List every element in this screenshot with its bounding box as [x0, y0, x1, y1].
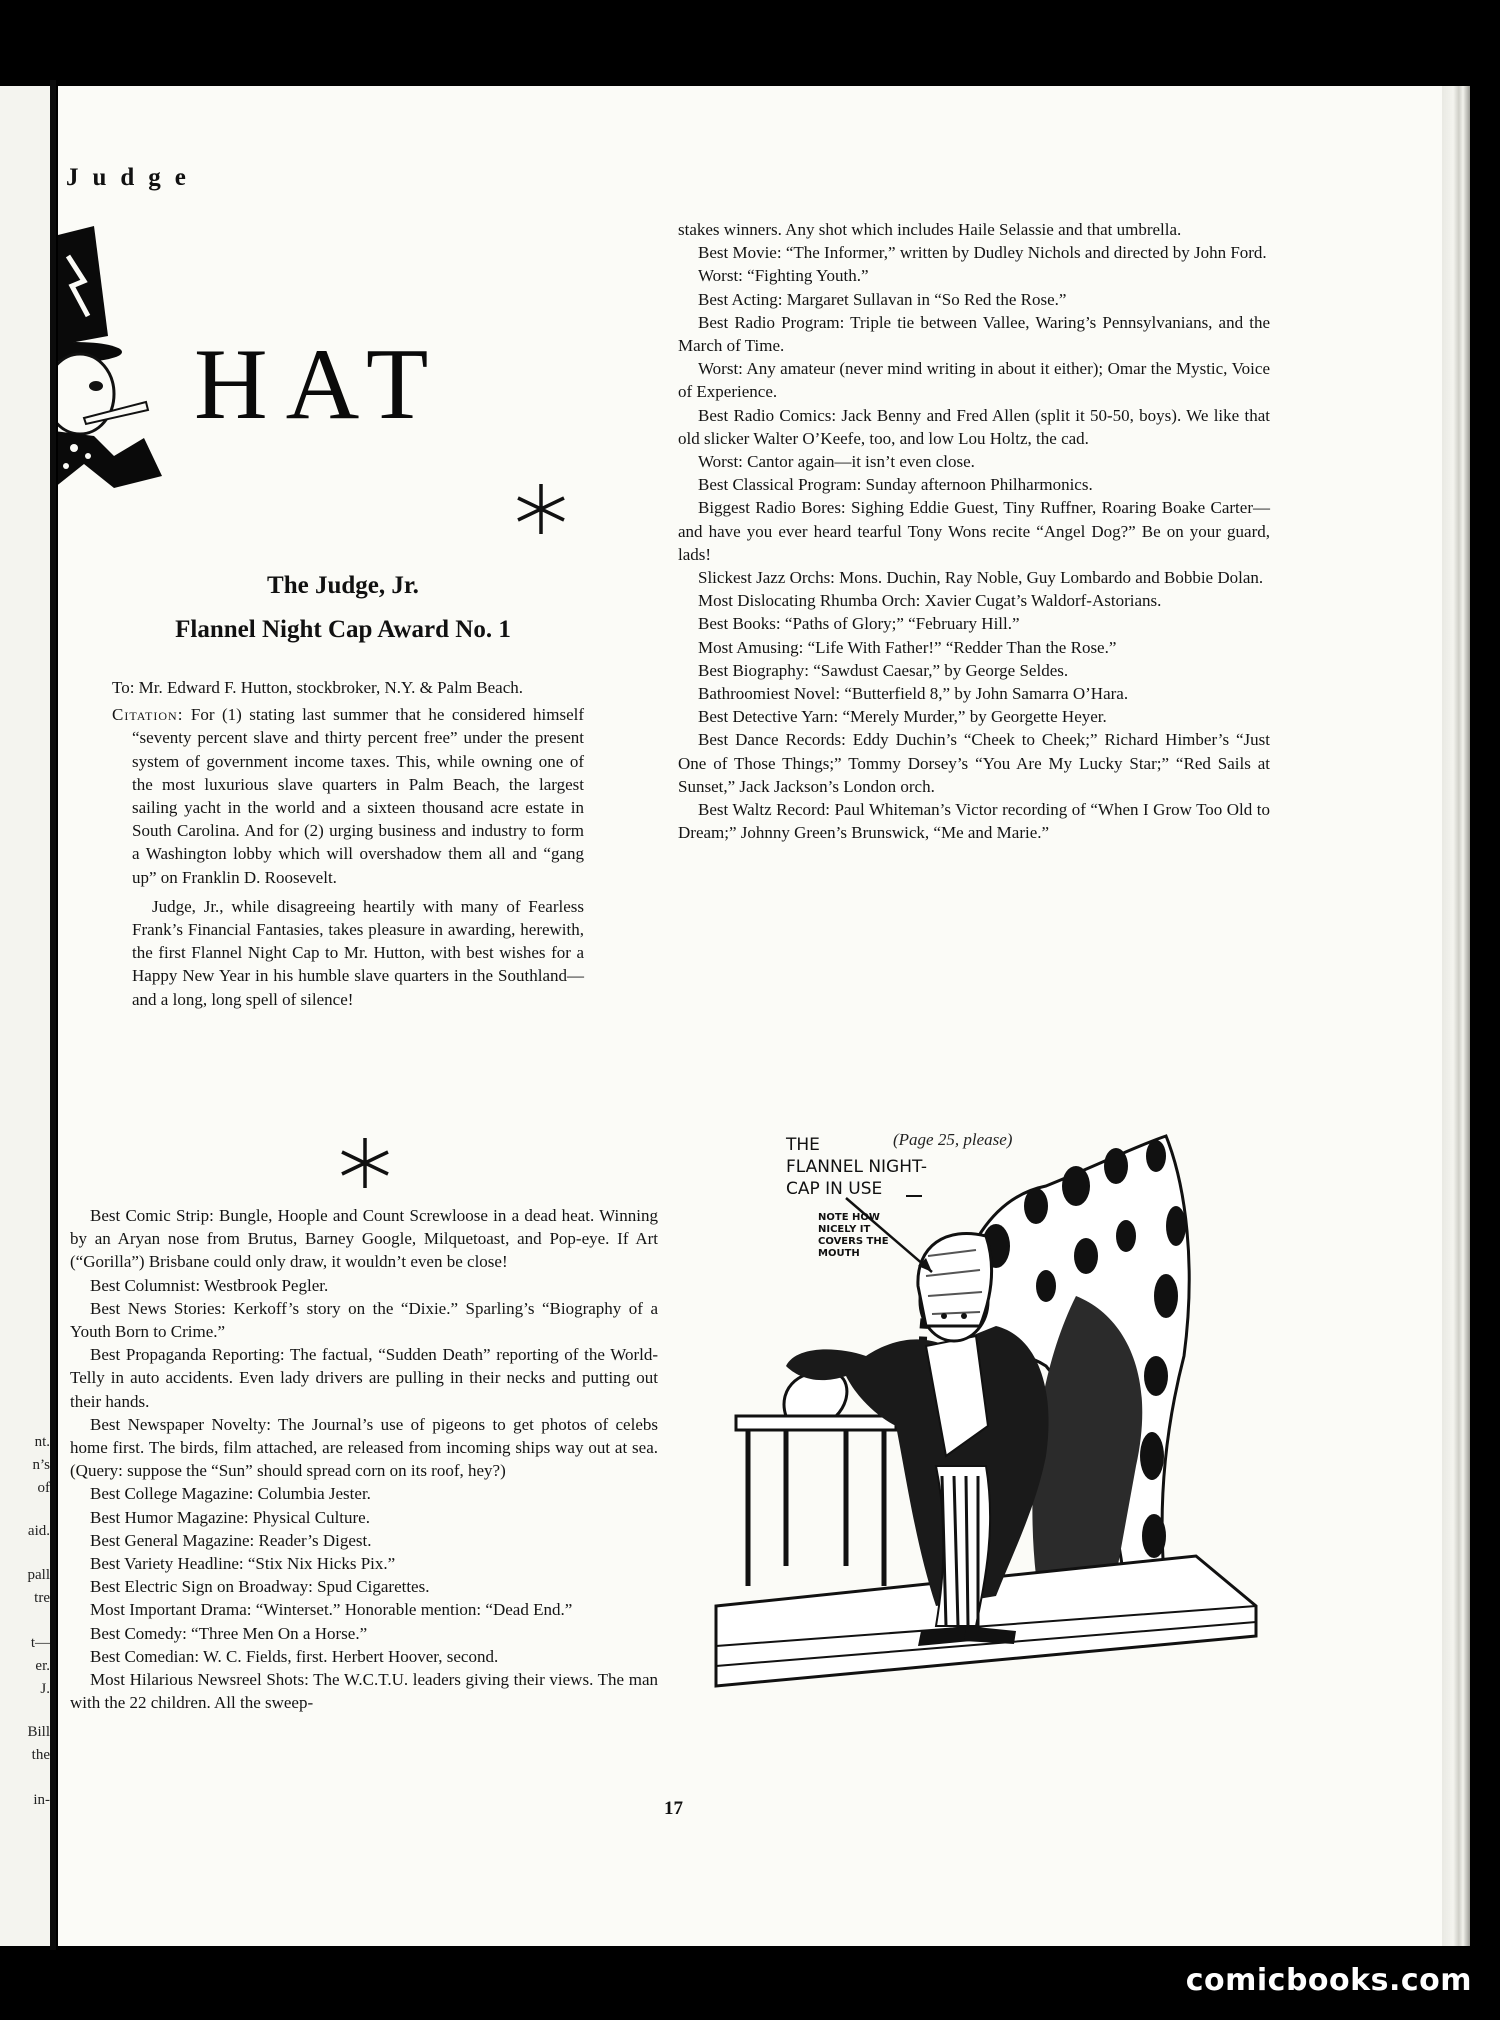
- list-item: Best Propaganda Reporting: The factual, “Sudden Death” reporting of the World-Telly in auto accidents. Even lady drivers are pulling in their necks and putting out their hands.: [70, 1345, 658, 1411]
- list-item: Biggest Radio Bores: Sighing Eddie Guest, Tiny Ruffner, Roaring Boake Carter—and have you ever heard tearful Tony Wons recite “Angel Dog?” Be on your guard, lads!: [678, 498, 1270, 564]
- list-item: Best Radio Comics: Jack Benny and Fred Allen (split it 50-50, boys). We like that old slicker Walter O’Keefe, too, and low Lou Holtz, the cad.: [678, 405, 1270, 448]
- list-item: Best Variety Headline: “Stix Nix Hicks Pix.”: [90, 1554, 396, 1574]
- list-item: Best Dance Records: Eddy Duchin’s “Cheek to Cheek;” Richard Himber’s “Just One of Those Things;” Tommy Dorsey’s “You Are My Lucky Star;” “Red Sails at Sunset,” Jack Jackson’s London orch.: [678, 730, 1270, 796]
- sliver-text-line: the: [31, 1747, 50, 1763]
- list-item: Worst: “Fighting Youth.”: [698, 266, 869, 286]
- cartoon-note: NICELY IT: [818, 1224, 871, 1235]
- list-item: Best Electric Sign on Broadway: Spud Cigarettes.: [90, 1577, 430, 1597]
- cartoon-note: COVERS THE: [818, 1236, 889, 1247]
- list-item: Best Acting: Margaret Sullavan in “So Red the Rose.”: [698, 289, 1067, 309]
- to-text: Mr. Edward F. Hutton, stockbroker, N.Y. & Palm Beach.: [134, 678, 524, 697]
- list-item: Worst: Cantor again—it isn’t even close.: [698, 452, 975, 472]
- running-head: Judge: [66, 164, 200, 191]
- list-item: Slickest Jazz Orchs: Mons. Duchin, Ray Noble, Guy Lombardo and Bobbie Dolan.: [698, 568, 1264, 588]
- to-label: To:: [112, 678, 135, 697]
- top-hat-caricature-illustration: [58, 226, 174, 496]
- magazine-page: [58, 86, 1460, 1946]
- sliver-text-line: Bill: [27, 1724, 50, 1740]
- sliver-text-line: pall: [27, 1567, 50, 1583]
- award-citation: [112, 703, 584, 889]
- list-item: Best Radio Program: Triple tie between Vallee, Waring’s Pennsylvanians, and the March of Time.: [678, 312, 1270, 356]
- list-item: Best Columnist: Westbrook Pegler.: [90, 1275, 329, 1295]
- asterisk-ornament-icon: [512, 480, 570, 538]
- list-item: Best News Stories: Kerkoff’s story on the “Dixie.” Sparling’s “Biography of a Youth Born to Crime.”: [70, 1298, 658, 1342]
- list-item: Best Detective Yarn: “Merely Murder,” by Georgette Heyer.: [698, 707, 1107, 727]
- list-item: Best Newspaper Novelty: The Journal’s use of pigeons to get photos of celebs home first. The birds, film attached, are released from incoming ships way out at sea. (Query: suppose the “Sun” should spread corn on its roof, hey?): [70, 1414, 658, 1481]
- list-item: Most Dislocating Rhumba Orch: Xavier Cugat’s Waldorf-Astorians.: [698, 591, 1162, 611]
- continued-reference: (Page 25, please): [893, 1130, 1013, 1149]
- sliver-text-line: of: [37, 1480, 50, 1496]
- award-title-line-1: The Judge, Jr.: [267, 572, 419, 599]
- list-item: Bathroomiest Novel: “Butterfield 8,” by John Samarra O’Hara.: [698, 684, 1129, 704]
- list-item: Best Comic Strip: Bungle, Hoople and Count Screwloose in a dead heat. Winning by an Aryan nose from Brutus, Barney Google, Milquetoast, and Pop-eye. If Art (“Gorilla”) Brisbane could only draw, it wouldn’t even be close!: [70, 1206, 658, 1272]
- list-item: Most Important Drama: “Winterset.” Honorable mention: “Dead End.”: [90, 1600, 573, 1620]
- sliver-text-line: er.: [35, 1658, 50, 1674]
- cartoon-caption: CAP IN USE: [786, 1179, 883, 1199]
- list-item: Worst: Any amateur (never mind writing in about it either); Omar the Mystic, Voice of Experience.: [678, 359, 1270, 402]
- cartoon-caption: FLANNEL NIGHT-: [786, 1157, 927, 1177]
- list-item: Best College Magazine: Columbia Jester.: [90, 1484, 371, 1504]
- list-item: Best Books: “Paths of Glory;” “February Hill.”: [698, 614, 1020, 634]
- site-watermark: comicbooks.com: [1185, 1963, 1472, 1998]
- list-item: Most Hilarious Newsreel Shots: The W.C.T.U. leaders giving their views. The man with the 22 children. All the sweep-: [70, 1670, 658, 1713]
- article-title: HAT: [194, 328, 447, 441]
- binding-gutter: [50, 80, 56, 1950]
- sliver-text-line: nt.: [34, 1434, 50, 1450]
- sliver-text-line: J.: [40, 1681, 50, 1697]
- list-item: Best General Magazine: Reader’s Digest.: [90, 1530, 372, 1550]
- sliver-text-line: n’s: [32, 1457, 50, 1473]
- award-recipient: [112, 676, 584, 699]
- sliver-text-line: aid.: [27, 1523, 50, 1539]
- citation-text: For (1) stating last summer that he considered himself “seventy percent slave and thirty percent free” under the present system of government income taxes. This, while owning one of the most luxurious slave quarters in Palm Beach, the largest sailing yacht in the world and a sixteen thousand acre estate in South Carolina. And for (2) urging business and industry to form a Washington lobby which will overshadow them all and “gang up” on Franklin D. Roosevelt.: [132, 705, 584, 887]
- flannel-night-cap-cartoon: [696, 1126, 1336, 1766]
- cartoon-caption: THE: [786, 1135, 820, 1155]
- list-item: Best Movie: “The Informer,” written by Dudley Nichols and directed by John Ford.: [698, 243, 1267, 263]
- page-edges: [1442, 86, 1470, 1946]
- sliver-text-line: tre: [34, 1590, 50, 1606]
- list-item: Most Amusing: “Life With Father!” “Redder Than the Rose.”: [698, 637, 1117, 657]
- list-item: Best Comedian: W. C. Fields, first. Herbert Hoover, second.: [90, 1646, 499, 1666]
- list-item: stakes winners. Any shot which includes Haile Selassie and that umbrella.: [678, 220, 1182, 239]
- list-item: Best Waltz Record: Paul Whiteman’s Victor recording of “When I Grow Too Old to Dream;” Johnny Green’s Brunswick, “Me and Marie.”: [678, 800, 1270, 843]
- award-title-line-2: Flannel Night Cap Award No. 1: [175, 616, 511, 643]
- list-item: Best Humor Magazine: Physical Culture.: [90, 1507, 370, 1527]
- sliver-text-line: t—: [30, 1635, 50, 1651]
- cartoon-note: NOTE HOW: [818, 1212, 880, 1223]
- list-item: Best Classical Program: Sunday afternoon Philharmonics.: [698, 475, 1093, 495]
- citation-label: Citation:: [112, 705, 184, 725]
- sliver-text-line: in-: [33, 1792, 50, 1808]
- list-item: Best Biography: “Sawdust Caesar,” by George Seldes.: [698, 660, 1069, 680]
- best-of-list-left: [70, 1204, 658, 1714]
- asterisk-ornament-icon: [336, 1134, 394, 1192]
- award-citation-column: [112, 676, 584, 1011]
- award-closing: Judge, Jr., while disagreeing heartily with many of Fearless Frank’s Financial Fantasies, takes pleasure in awarding, herewith, the first Flannel Night Cap to Mr. Hutton, with best wishes for a Happy New Year in his humble slave quarters in the Southland—and a long, long spell of silence!: [132, 896, 584, 1009]
- page-number: 17: [664, 1798, 683, 1819]
- list-item: Best Comedy: “Three Men On a Horse.”: [90, 1623, 368, 1643]
- previous-page-sliver: [0, 86, 52, 1946]
- best-of-list-right: [678, 218, 1270, 844]
- cartoon-note: MOUTH: [818, 1248, 860, 1259]
